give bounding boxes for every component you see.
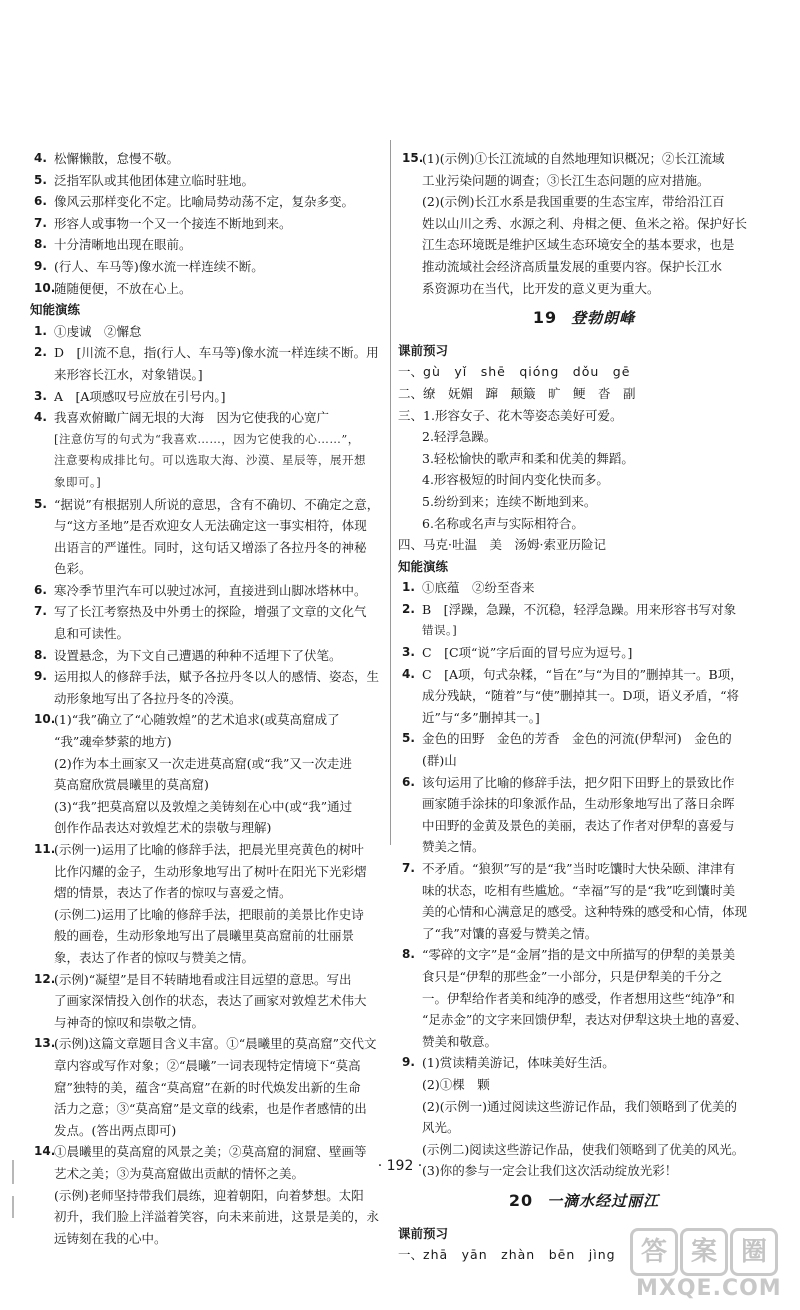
item-number: 7. [402, 861, 415, 875]
chapter-number: 20 [508, 1190, 534, 1210]
practice-item [30, 601, 402, 644]
answer-line: 创作作品表达对敦煌艺术的崇敬与理解) [54, 820, 272, 836]
vocab-definition: 泛指军队或其他团体建立临时驻地。 [54, 172, 255, 188]
practice-item [398, 577, 770, 599]
answer-line: 出语言的严谨性。同时，这句话又增添了各拉丹冬的神秘 [54, 539, 367, 555]
practice-item [30, 969, 402, 1034]
preview-line [398, 534, 770, 556]
answer-line: 般的画卷，生动形象地写出了晨曦里莫高窟前的壮丽景 [54, 928, 355, 944]
answer-line: 象，表达了作者的惊叹与赞美之情。 [54, 949, 255, 965]
answer-line: (示例)老师坚持带我们晨练，迎着朝阳，向着梦想。太阳 [54, 1187, 364, 1203]
answer-line: 食只是“伊犁的那些金”一小部分，只是伊犁美的千分之 [422, 968, 723, 984]
answer-line: (2)(示例一)通过阅读这些游记作品，我们领略到了优美的 [422, 1098, 737, 1114]
answer-line: C [C项“说”字后面的冒号应为逗号。] [422, 645, 633, 661]
answer-line: 艺术之美；③为莫高窟做出贡献的情怀之美。 [54, 1165, 305, 1181]
answer-line: “我”魂牵梦萦的地方) [54, 734, 172, 750]
practice-item [30, 645, 402, 667]
answer-line: (1)“我”确立了“心随敦煌”的艺术追求(或莫高窟成了 [54, 712, 340, 728]
answer-line: 来形容长江水，对象错误。] [54, 366, 203, 382]
practice-item [398, 728, 770, 771]
practice-item [30, 342, 402, 385]
answer-line: (示例二)阅读这些游记作品，使我们领略到了优美的风光。 [422, 1141, 745, 1157]
answer-line: 莫高窟欣赏晨曦里的莫高窟) [54, 777, 209, 793]
answer-line: 赞美和敬意。 [422, 1033, 498, 1049]
answer-line: 发点。(答出两点即可) [54, 1122, 177, 1138]
left-column [30, 148, 402, 1249]
answer-line: A [A项感叹号应放在引号内。] [54, 388, 226, 404]
answer-line: “零碎的文字”是“金屑”指的是文中所描写的伊犁的美景美 [422, 947, 736, 963]
vocab-definition: 形容人或事物一个又一个接连不断地到来。 [54, 215, 292, 231]
item-number: 1. [34, 323, 47, 338]
answer-line: 推动流域社会经济高质量发展的重要内容。保护长江水 [422, 258, 723, 274]
item-number: 14. [34, 1144, 56, 1159]
practice-item [30, 386, 402, 408]
answer-note: 错误。] [422, 623, 458, 638]
answer-line: 该句运用了比喻的修辞手法，把夕阳下田野上的景致比作 [422, 774, 735, 790]
section-title: 知能演练 [30, 302, 81, 318]
item-number: 8. [34, 237, 47, 252]
preview-text: 3.轻松愉快的歌声和柔和优美的舞蹈。 [422, 450, 634, 466]
preview-title: 课前预习 [398, 342, 449, 358]
practice-item [30, 321, 402, 343]
answer-line: ①虔诚 ②懈怠 [54, 323, 142, 339]
answer-line: “据说”有根据别人所说的意思，含有不确切、不确定之意， [54, 496, 380, 512]
practice-item [30, 709, 402, 839]
answer-line: 了“我”对馕的喜爱与赞美之情。 [422, 925, 598, 941]
answer-note: 象即可。] [54, 474, 102, 489]
section-title: 知能演练 [398, 558, 449, 574]
vocab-item [30, 170, 402, 192]
answer-line: 成分残缺，“随着”与“使”删掉其一。D项，语义矛盾，“将 [422, 688, 739, 704]
practice-item [398, 772, 770, 858]
answer-line: C [A项，句式杂糅，“旨在”与“为目的”删掉其一。B项， [422, 666, 743, 682]
answer-line: 息和可读性。 [54, 626, 130, 642]
answer-line: 金色的田野 金色的芳香 金色的河流(伊犁河) 金色的 [422, 731, 732, 747]
answer-line: 赞美之情。 [422, 839, 485, 855]
practice-item [30, 580, 402, 602]
preview-label: 二、 [398, 385, 424, 401]
item-number: 6. [402, 774, 415, 789]
practice-item [30, 407, 402, 493]
watermark-url: MXQE.COM [636, 1276, 782, 1301]
answer-line: 美的心情和心满意足的感受。这种特殊的感受和心情，体现 [422, 904, 748, 920]
preview-line [398, 491, 770, 513]
right-column [398, 148, 770, 1266]
item-number: 6. [34, 582, 47, 597]
answer-note: [注意仿写的句式为“我喜欢……，因为它使我的心……”， [54, 431, 360, 446]
preview-text: 1.形容女子、花木等姿态美好可爱。 [423, 407, 623, 423]
chapter-name: 登勃朗峰 [571, 309, 636, 328]
item-number: 9. [34, 258, 47, 273]
watermark-char: 圈 [730, 1228, 778, 1276]
watermark-logo [596, 1228, 792, 1304]
preview-text: gù yǐ shē qióng dǒu gē [423, 364, 631, 380]
answer-line: (1)(示例)①长江流域的自然地理知识概况；②长江流域 [422, 151, 725, 166]
preview-line [398, 405, 770, 427]
item-number: 10. [34, 712, 56, 727]
watermark-char: 答 [630, 1228, 678, 1276]
answer-line: D [川流不息，指(行人、车马等)像水流一样连续不断。用 [54, 345, 379, 361]
preview-text: 4.形容极短的时间内变化快而多。 [422, 472, 609, 488]
answer-line: (2)(示例)长江水系是我国重要的生态宝库，带给沿江百 [422, 194, 725, 210]
answer-line: 动形象地写出了各拉丹冬的冷漠。 [54, 690, 242, 706]
item-number: 8. [34, 647, 47, 662]
answer-line: B [浮躁，急躁，不沉稳，轻浮急躁。用来形容书写对象 [422, 601, 737, 617]
vocab-item [30, 213, 402, 235]
preview-line [398, 383, 770, 405]
preview-text: zhā yān zhàn bēn jìng [423, 1247, 616, 1263]
item-number: 4. [34, 151, 47, 165]
answer-line: 江生态环境既是维护区域生态环境安全的基本要求，也是 [422, 237, 735, 253]
practice-item [30, 839, 402, 969]
preview-label: 一、 [398, 364, 424, 380]
practice-item [398, 148, 770, 299]
preview-line [398, 469, 770, 491]
item-number: 8. [402, 947, 415, 962]
item-number: 9. [34, 669, 47, 684]
item-number: 5. [34, 496, 47, 511]
practice-item [398, 642, 770, 664]
answer-line: (示例)这篇文章题目含义丰富。①“晨曦里的莫高窟”交代文 [54, 1036, 377, 1052]
preview-text: 缭 妩媚 蹿 颠簸 旷 鲠 沓 副 [423, 385, 636, 401]
preview-label: 三、 [398, 407, 424, 423]
answer-line: (示例一)运用了比喻的修辞手法，把晨光里亮黄色的树叶 [54, 842, 364, 857]
chapter-number: 19 [532, 308, 558, 328]
vocab-item [30, 191, 402, 213]
answer-line: (1)赏读精美游记，体味美好生活。 [422, 1055, 615, 1071]
answer-line: “足赤金”的文字来回馈伊犁，表达对伊犁这块土地的喜爱、 [422, 1012, 748, 1028]
chapter-title-19 [398, 307, 770, 330]
vocab-item [30, 278, 402, 300]
answer-line: 窟”独特的美，蕴含“莫高窟”在新的时代焕发出新的生命 [54, 1079, 361, 1095]
answer-line: 味的状态，吃相有些尴尬。“幸福”写的是“我”吃到馕时美 [422, 882, 736, 898]
answer-line: ①晨曦里的莫高窟的风景之美；②莫高窟的洞窟、壁画等 [54, 1144, 367, 1160]
answer-line: 色彩。 [54, 561, 92, 577]
answer-line: 风光。 [422, 1120, 460, 1136]
item-number: 3. [34, 388, 47, 403]
preview-title: 课前预习 [398, 1225, 449, 1241]
answer-line: 工业污染问题的调查；③长江生态问题的应对措施。 [422, 172, 710, 188]
answer-line: ①底蕴 ②纷至沓来 [422, 580, 535, 596]
vocab-definition: 十分清晰地出现在眼前。 [54, 237, 192, 253]
answer-line: (示例)“凝望”是目不转睛地看或注目远望的意思。写出 [54, 971, 352, 987]
watermark-char: 案 [680, 1228, 728, 1276]
answer-line: 章内容或写作对象；②“晨曦”一词表现特定情境下“莫高 [54, 1057, 361, 1073]
item-number: 5. [34, 172, 47, 187]
answer-line: 姓以山川之秀、水源之利、舟楫之便、鱼米之裕。保护好长 [422, 215, 748, 231]
answer-line: 系资源功在当代，比开发的意义更为重大。 [422, 280, 660, 296]
item-number: 2. [34, 345, 47, 360]
answer-line: 活力之意；③“莫高窟”是文章的线索，也是作者感情的出 [54, 1101, 367, 1117]
answer-line: 与“这方圣地”是否欢迎女人无法确定这一事实相符，体现 [54, 518, 367, 534]
practice-item [30, 494, 402, 580]
practice-item [398, 944, 770, 1052]
answer-line: 写了长江考察热及中外勇士的探险，增强了文章的文化气 [54, 604, 367, 620]
item-number: 1. [402, 580, 415, 595]
page-number: · 192 · [377, 1158, 423, 1174]
item-number: 2. [402, 601, 415, 616]
practice-item [30, 666, 402, 709]
preview-line [398, 361, 770, 383]
item-number: 3. [402, 645, 415, 660]
answer-line: (2)①棵 颗 [422, 1076, 490, 1092]
practice-item [398, 858, 770, 944]
item-number: 4. [34, 410, 47, 425]
preview-line [398, 448, 770, 470]
answer-line: 设置悬念，为下文自己遭遇的种种不适埋下了伏笔。 [54, 647, 342, 663]
vocab-item [30, 234, 402, 256]
item-number: 11. [34, 842, 56, 856]
answer-line: 初升，我们脸上洋溢着笑容，向未来前进，这景是美的，永 [54, 1209, 380, 1225]
item-number: 5. [402, 731, 415, 746]
answer-line: (3)你的参与一定会让我们这次活动绽放光彩！ [422, 1163, 678, 1179]
margin-mark [12, 1196, 14, 1218]
vocab-definition: 随随便便，不放在心上。 [54, 280, 192, 296]
answer-line: 远铸刻在我的心中。 [54, 1230, 167, 1246]
practice-item [398, 664, 770, 729]
preview-line [398, 513, 770, 535]
item-number: 7. [34, 604, 47, 619]
preview-text: 6.名称或名声与实际相符合。 [422, 515, 584, 531]
item-number: 7. [34, 215, 47, 230]
answer-line: 不矛盾。“狼狈”写的是“我”当时吃馕时大快朵颐、津津有 [422, 861, 736, 876]
answer-line: 运用拟人的修辞手法，赋予各拉丹冬以人的感情、姿态，生 [54, 669, 380, 685]
item-number: 10. [34, 280, 56, 295]
practice-item [30, 1033, 402, 1141]
preview-label: 四、 [398, 537, 424, 553]
chapter-name: 一滴水经过丽江 [547, 1191, 660, 1210]
answer-line: 我喜欢俯瞰广阔无垠的大海 因为它使我的心宽广 [54, 410, 330, 426]
answer-line: (示例二)运用了比喻的修辞手法，把眼前的美景比作史诗 [54, 906, 364, 922]
answer-line: 寒冷季节里汽车可以驶过冰河，直接进到山脚冰塔林中。 [54, 582, 367, 598]
answer-line: 熠的情景，表达了作者的惊叹与喜爱之情。 [54, 885, 292, 901]
preview-text: 5.纷纷到来；连续不断地到来。 [422, 493, 597, 509]
chapter-title-20 [398, 1190, 770, 1213]
answer-line: 一。伊犁给作者美和纯净的感受，作者想用这些“纯净”和 [422, 990, 735, 1006]
answer-line: (群)山 [422, 753, 457, 769]
answer-note: 注意要构成排比句。可以选取大海、沙漠、星辰等，展开想 [54, 453, 366, 468]
practice-item [398, 599, 770, 642]
vocab-item [30, 148, 402, 170]
preview-text: 马克·吐温 美 汤姆·索亚历险记 [423, 537, 606, 553]
answer-line: 近”与“多”删掉其一。] [422, 709, 540, 725]
preview-line [398, 426, 770, 448]
answer-line: 了画家深情投入创作的状态，表达了画家对敦煌艺术伟大 [54, 993, 367, 1009]
vocab-item [30, 256, 402, 278]
vocab-definition: 松懈懒散，怠慢不敬。 [54, 151, 180, 166]
vocab-definition: 像风云那样变化不定。比喻局势动荡不定，复杂多变。 [54, 194, 355, 210]
item-number: 9. [402, 1055, 415, 1070]
answer-line: 画家随手涂抹的印象派作品，生动形象地写出了落日余晖 [422, 796, 735, 812]
item-number: 15. [402, 151, 424, 165]
answer-line: (2)作为本土画家又一次走进莫高窟(或“我”又一次走进 [54, 755, 352, 771]
item-number: 6. [34, 194, 47, 209]
answer-line: 与神奇的惊叹和崇敬之情。 [54, 1014, 205, 1030]
vocab-definition: (行人、车马等)像水流一样连续不断。 [54, 258, 264, 274]
answer-line: 中田野的金黄及景色的美丽，表达了作者对伊犁的喜爱与 [422, 817, 735, 833]
item-number: 12. [34, 971, 56, 986]
item-number: 4. [402, 666, 415, 681]
item-number: 13. [34, 1036, 56, 1051]
preview-text: 2.轻浮急躁。 [422, 429, 497, 445]
answer-line: (3)“我”把莫高窟以及敦煌之美铸刻在心中(或“我”通过 [54, 798, 353, 814]
preview-label: 一、 [398, 1247, 424, 1263]
answer-line: 比作闪耀的金子，生动形象地写出了树叶在阳光下光彩熠 [54, 863, 367, 879]
